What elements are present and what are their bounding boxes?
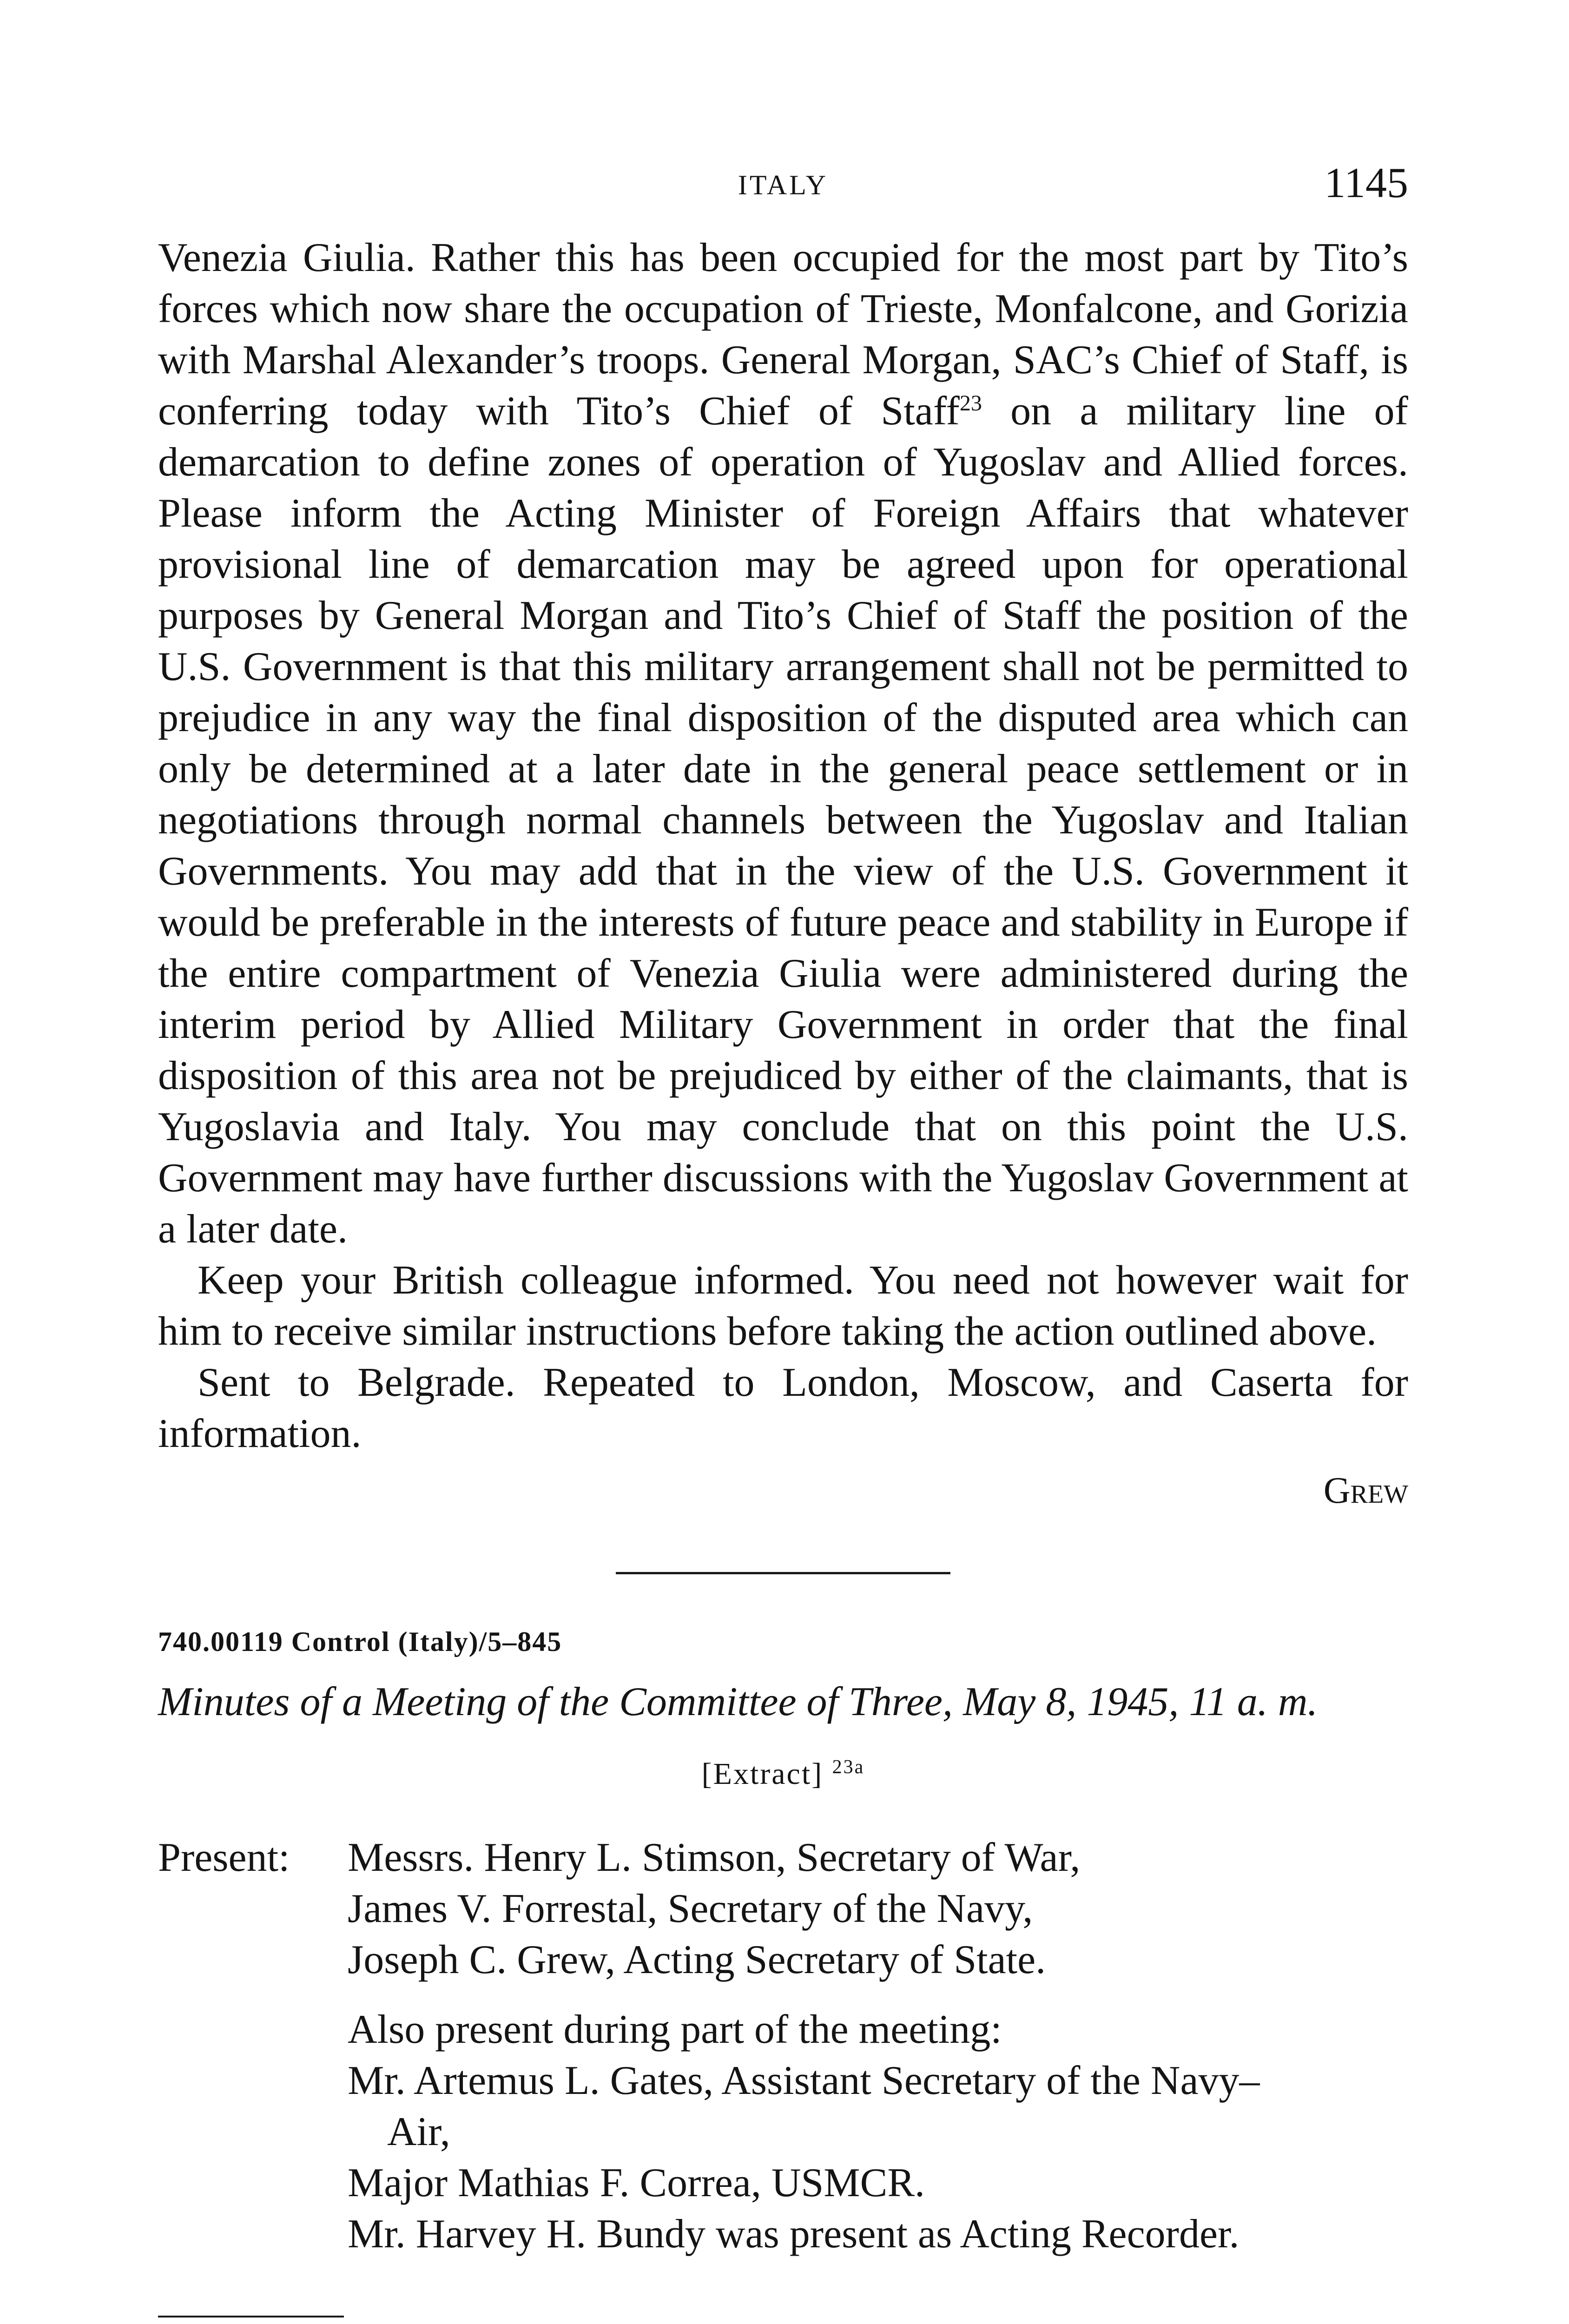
telegram-paragraph-1 [158,232,1408,1255]
attendee-gates-cont: Air, [387,2109,450,2154]
extract-label [158,1742,1408,1800]
footnote-divider [158,2316,344,2317]
acting-recorder: Mr. Harvey H. Bundy was present as Acting Recorder. [348,2212,1239,2257]
telegram-paragraph-2: Keep your British colleague informed. You need not however wait for him to receive similar instructions before taking the action outlined above. [158,1258,1408,1354]
footnote-ref-23a: 23a [832,1756,865,1778]
page-body [158,232,1408,2324]
document-title: Minutes of a Meeting of the Committee of Three, May 8, 1945, 11 a. m. [158,1679,1318,1724]
attendee-forrestal: James V. Forrestal, Secretary of the Navy, [348,1886,1033,1931]
attendee-correa: Major Mathias F. Correa, USMCR. [348,2160,925,2205]
signature-grew: Grew [1323,1470,1408,1511]
page-number: 1145 [1324,159,1408,206]
page-header [158,158,1408,209]
also-present-label: Also present during part of the meeting: [348,2007,1002,2052]
telegram-paragraph-1-text: Venezia Giulia. Rather this has been occupied for the most part by Tito’s forces which now share the occupation of Trieste, Monfalcone, and Gorizia with Marshal Alexander’s troops. General Morgan, SAC’s Chief of Staff, is conferring today with Tito’s Chief of Staff [158,235,1408,434]
attendees-block [158,1832,1408,2260]
running-head: ITALY [738,170,829,200]
footnote-ref-23: 23 [959,391,982,416]
telegram-paragraph-1-continued: on a military line of demarcation to define zones of operation of Yugoslav and Allied forces. Please inform the Acting Minister of Foreign Affairs that whatever provisional line of demarcation may be agreed upon for operational purposes by General Morgan and Tito’s Chief of Staff the position of the U.S. Government is that this military arrangement shall not be permitted to prejudice in any way the final disposition of the disputed area which can only be determined at a later date in the general peace settlement or in negotiations through normal channels between the Yugoslav and Italian Governments. You may add that in the view of the U.S. Government it would be preferable in the interests of future peace and stability in Europe if the entire compartment of Venezia Giulia were administered during the interim period by Allied Military Government in order that the final disposition of this area not be prejudiced by either of the claimants, that is Yugoslavia and Italy. You may conclude that on this point the U.S. Government may have further discussions with the Yugoslav Government at a later date. [158,389,1408,1252]
attendees-list [348,1832,1408,2260]
extract-text: [Extract] [701,1757,824,1791]
file-reference: 740.00119 Control (Italy)/5–845 [158,1626,562,1657]
attendee-stimson: Messrs. Henry L. Stimson, Secretary of War, [348,1835,1081,1880]
attendee-gates: Mr. Artemus L. Gates, Assistant Secretary of the Navy– [348,2058,1260,2103]
attendee-grew: Joseph C. Grew, Acting Secretary of State. [348,1937,1046,1982]
section-divider [616,1572,950,1574]
telegram-paragraph-3: Sent to Belgrade. Repeated to London, Moscow, and Caserta for information. [158,1360,1408,1456]
present-label: Present: [158,1835,290,1880]
